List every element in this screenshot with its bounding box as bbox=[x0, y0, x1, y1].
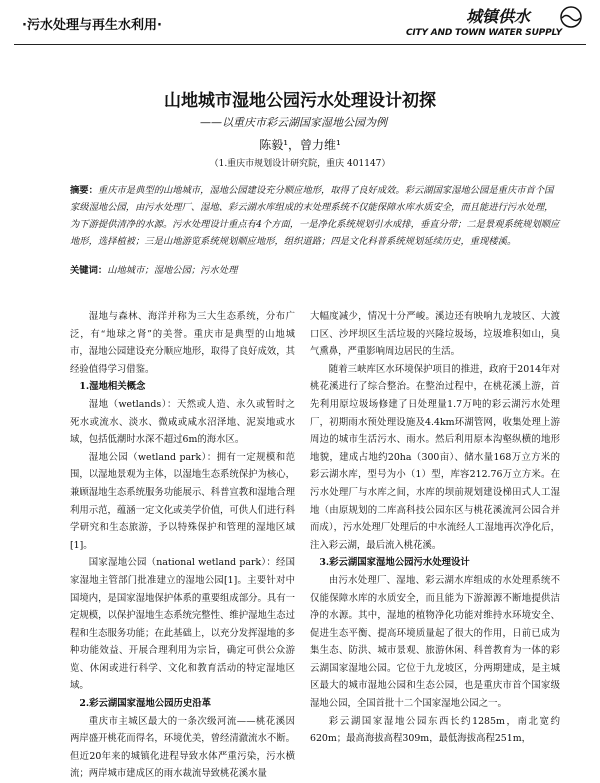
article-subtitle: ——以重庆市彩云湖国家湿地公园为例 bbox=[200, 116, 387, 129]
body-column-left bbox=[70, 308, 295, 783]
paragraph: 随着三峡库区水环境保护项目的推进，政府于2014年对桃花溪进行了综合整治。在整治过程中，在桃花溪上游，首先利用原垃圾场修建了日处理量1.7万吨的彩云湖污水处理厂，初期雨水预处理设施及4.4km环湖管网，收集处理上游周边的城市生活污水、雨水。然后利用原本沟壑纵横的地形地貌，建成占地约20ha（300亩）、储水量168万立方米的彩云湖水库，型号为小（1）型，库容212.76万立方米。在污水处理厂与水库之间，水库的坝前规划建设梯田式人工湿地（由原规划的二库高科技公园东区与桃花溪流河公园合并而成），污水处理厂处理后的中水流经人工湿地再次净化后，注入彩云湖，最后流入桃花溪。 bbox=[310, 363, 560, 551]
article-authors: 陈毅¹，曾力维¹ bbox=[259, 138, 341, 152]
keywords bbox=[70, 262, 560, 276]
journal-brand bbox=[386, 4, 586, 44]
brand-en: CITY AND TOWN WATER SUPPLY bbox=[406, 28, 562, 38]
abstract-text: 重庆市是典型的山地城市，湿地公园建设充分顺应地形，取得了良好成效。彩云湖国家湿地公园是重庆市首个国家级湿地公园，由污水处理厂、湿地、彩云湖水库组成的末处理系统不仅能保障水库水质安全，而且能进行污水处理，为下游提供清净的水源。污水处理设计重点有4个方面，一是净化系统规划引水成排，垂直分带；二是景观系统规划顺应地形，选择植被；三是山地游览系统规划顺应地形，组织道路；四是文化科普系统规划延续历史，重现楼溪。 bbox=[70, 185, 560, 247]
paragraph: 湿地公园（wetland park）：拥有一定规模和范围，以湿地景观为主体，以湿地生态系统保护为核心，兼顾湿地生态系统服务功能展示、科普宣教和湿地合理利用示范，蕴涵一定文化或美学价值，可供人们进行科学研究和生态旅游，予以特殊保护和管理的湿地区域[1]。 bbox=[70, 451, 296, 551]
article-title: 山地城市湿地公园污水处理设计初探 bbox=[164, 91, 436, 111]
paragraph: 国家湿地公园（national wetland park）：经国家湿地主管部门批准建立的湿地公园[1]。主要针对中国境内，是国家湿地保护体系的重要组成部分。具有一定规模，以保护湿地生态系统完整性、维护湿地生态过程和生态服务功能；在此基础上，以充分发挥湿地的多种功能效益、开展合理利用为宗旨，确定可供公众游览、休闲或进行科学、文化和教育活动的特定湿地区域。 bbox=[70, 557, 296, 692]
abstract-label: 摘要： bbox=[70, 185, 98, 196]
paragraph: 重庆市主城区最大的一条次级河流——桃花溪因两岸盛开桃花而得名，环境优美，曾经清澈流水不断。但近20年来的城镇化进程导致水体严重污染，污水横流；两岸城市建成区的雨水裁流导致桃花溪水量 bbox=[70, 715, 296, 780]
paragraph: 大幅度减少，情况十分严峻。溪边还有映响九龙坡区、大渡口区、沙坪坝区生活垃圾的兴隆垃圾场，垃圾堆积如山，臭气熏鼻，严重影响周边居民的生活。 bbox=[310, 311, 560, 358]
paragraph: 湿地与森林、海洋并称为三大生态系统，分布广泛，有“地球之肾”的美誉。重庆市是典型的山地城市，湿地公园建设充分顺应地形，取得了良好成效，其经验值得学习借鉴。 bbox=[70, 311, 296, 375]
paragraph: 彩云湖国家湿地公园东西长约1285m，南北宽约620m；最高海拔高程309m，最低海拔高程251m， bbox=[310, 715, 560, 745]
section-heading: 1.湿地相关概念 bbox=[79, 381, 146, 393]
section-heading: 2.彩云湖国家湿地公园历史沿革 bbox=[79, 698, 212, 710]
header-rule bbox=[14, 44, 586, 45]
abstract bbox=[70, 182, 560, 250]
section-label: ·污水处理与再生水利用· bbox=[22, 18, 162, 33]
keywords-label: 关键词： bbox=[70, 265, 108, 276]
paragraph: 由污水处理厂、湿地、彩云湖水库组成的水处理系统不仅能保障水库的水质安全，而且能为下游源源不断地提供洁净的水源。其中，湿地的植物净化功能对维持水环境安全、促进生态平衡、提高环境质量起了很大的作用，日前已成为集生态、防洪、城市景观、旅游休闲、科普教育为一体的彩云湖国家湿地公园。它位于九龙坡区，分两期建成，是主城区最大的城市湿地公园和生态公园，也是重庆市首个国家级湿地公园，全国首批十二个国家湿地公园之一。 bbox=[310, 574, 560, 710]
body-column-right bbox=[310, 308, 560, 748]
keywords-text: 山地城市；湿地公园；污水处理 bbox=[107, 265, 238, 276]
section-heading: 3.彩云湖国家湿地公园污水处理设计 bbox=[319, 557, 470, 569]
brand-cn: 城镇供水 bbox=[466, 7, 531, 26]
author-affiliation: （1.重庆市规划设计研究院，重庆 401147） bbox=[209, 159, 391, 169]
water-wave-icon bbox=[558, 6, 584, 28]
paragraph: 湿地（wetlands）：天然或人造、永久或暂时之死水或流水、淡水、微咸或咸水沼泽地、泥炭地或水域，包括低潮时水深不超过6m的海水区。 bbox=[70, 398, 295, 446]
